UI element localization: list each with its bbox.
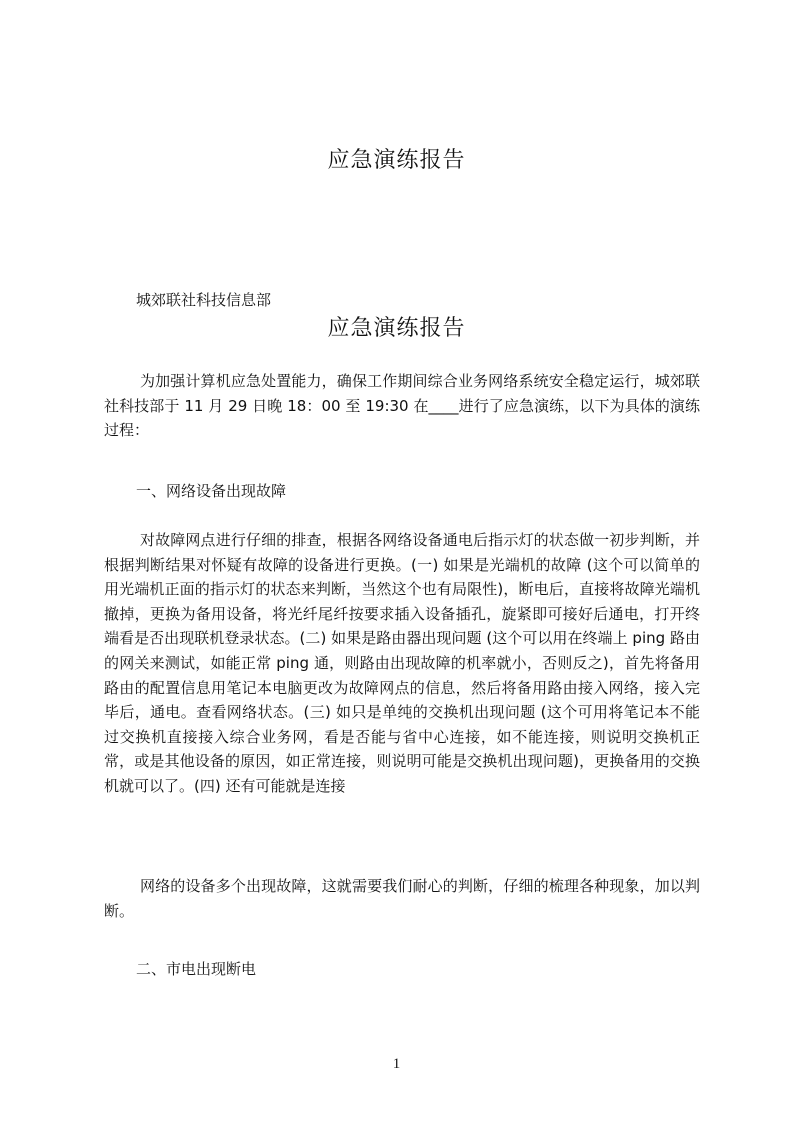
section-1-heading: 一、网络设备出现故障 [136,482,287,500]
report-title: 应急演练报告 [327,316,466,341]
cover-title: 应急演练报告 [327,148,466,173]
department-name: 城郊联社科技信息部 [136,291,272,309]
section-1-paragraph-1: 对故障网点进行仔细的排查，根据各网络设备通电后指示灯的状态做一初步判断，并根据判断结果对怀疑有故障的设备进行更换。(一) 如果是光端机的故障 (这个可以简单的用光端机正面的指示灯的状态来判断，当然这个也有局限性)，断电后，直接将故障光端机撤掉，更换为备用设备，将光纤尾纤按要求插入设备插孔，旋紧即可接好后通电，打开终端看是否出现联机登录状态。(二) 如果是路由器出现问题 (这个可以用在终端上 ping 路由的网关来测试，如能正常 ping 通，则路由出现故障的机率就小，否则反之)，首先将备用路由的配置信息用笔记本电脑更改为故障网点的信息，然后将备用路由接入网络，接入完毕后，通电。查看网络状态。(三) 如只是单纯的交换机出现问题 (这个可用将笔记本不能过交换机直接接入综合业务网，看是否能与省中心连接，如不能连接，则说明交换机正常，或是其他设备的原因，如正常连接，则说明可能是交换机出现问题)，更换备用的交换机就可以了。(四) 还有可能就是连接 [104,531,700,795]
page-number: 1 [392,1056,401,1072]
section-2-heading: 二、市电出现断电 [136,960,257,978]
intro-paragraph: 为加强计算机应急处置能力，确保工作期间综合业务网络系统安全稳定运行，城郊联社科技部于 11 月 29 日晚 18：00 至 19:30 在____进行了应急演练，以下为具体的演练过程： [104,372,700,440]
section-1-paragraph-2: 网络的设备多个出现故障，这就需要我们耐心的判断，仔细的梳理各种现象，加以判断。 [104,877,700,920]
